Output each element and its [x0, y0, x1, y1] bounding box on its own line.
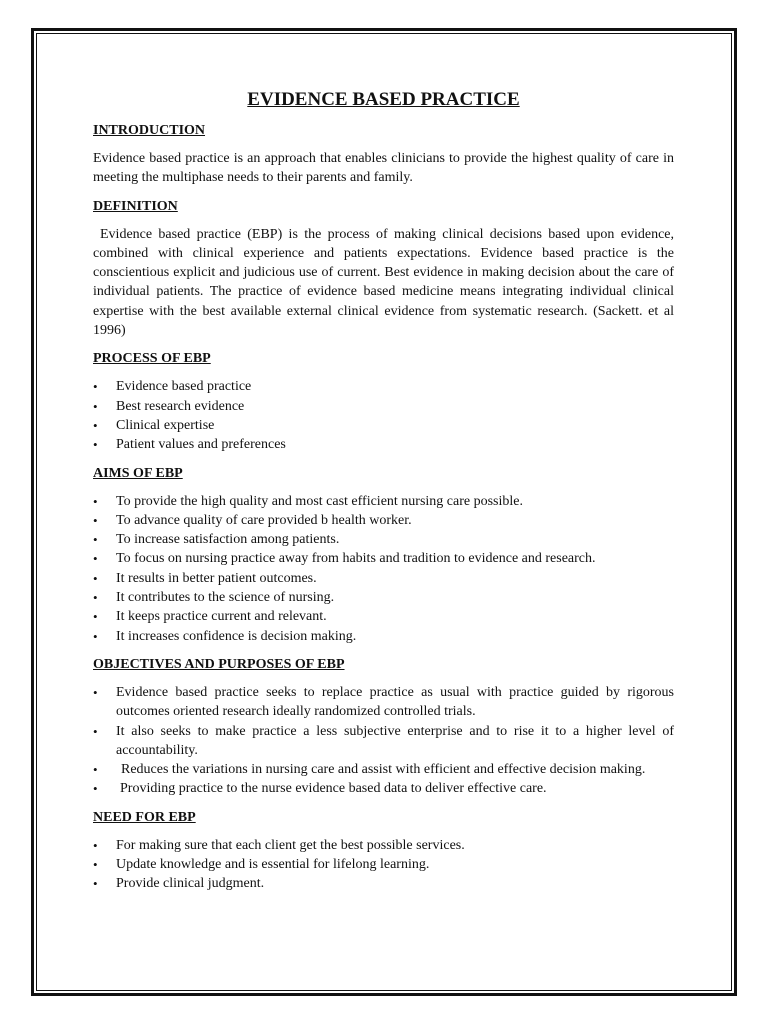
list-item: • To provide the high quality and most cast efficient nursing care possible. [93, 492, 674, 511]
list-item: • To focus on nursing practice away from habits and tradition to evidence and research. [93, 549, 674, 568]
bullet-icon: • [93, 781, 98, 797]
bullet-icon: • [93, 417, 98, 433]
heading-objectives: OBJECTIVES AND PURPOSES OF EBP [93, 656, 345, 672]
introduction-paragraph: Evidence based practice is an approach that enables clinicians to provide the highest quality of care in meeting the multiphase needs to their parents and family. [93, 151, 674, 186]
bullet-icon: • [93, 512, 98, 528]
definition-paragraph: Evidence based practice (EBP) is the process of making clinical decisions based upon evidence, combined with clinical experience and patients expectations. Evidence based practice is the conscientious explicit and judicious use of current. Best evidence in making decision about the care of individual patients. The practice of evidence based medicine means integrating individual clinical expertise with the best available external clinical evidence from systematic research. (Sackett. et al 1996) [93, 226, 674, 339]
list-item: • To increase satisfaction among patients. [93, 530, 674, 549]
list-item: • It results in better patient outcomes. [93, 569, 674, 588]
bullet-icon: • [93, 762, 98, 778]
heading-need: NEED FOR EBP [93, 809, 196, 825]
list-item: • For making sure that each client get the best possible services. [93, 836, 674, 855]
bullet-icon: • [93, 684, 98, 700]
aims-list [93, 492, 674, 646]
heading-definition: DEFINITION [93, 198, 178, 214]
bullet-icon: • [93, 437, 98, 453]
list-item: • It contributes to the science of nursing. [93, 588, 674, 607]
bullet-icon: • [93, 551, 98, 567]
document-title: EVIDENCE BASED PRACTICE [247, 89, 520, 110]
list-item: • Clinical expertise [93, 416, 674, 435]
objectives-list [93, 683, 674, 799]
bullet-icon: • [93, 590, 98, 606]
bullet-icon: • [93, 857, 98, 873]
bullet-icon: • [93, 493, 98, 509]
list-item: • Provide clinical judgment. [93, 874, 674, 893]
bullet-icon: • [93, 837, 98, 853]
bullet-icon: • [93, 628, 98, 644]
need-list [93, 836, 674, 894]
bullet-icon: • [93, 570, 98, 586]
list-item: • Providing practice to the nurse evidence based data to deliver effective care. [93, 779, 674, 798]
list-item: • Evidence based practice seeks to replace practice as usual with practice guided by rigorous outcomes oriented research ideally randomized controlled trials. [93, 684, 674, 720]
document-body [93, 88, 674, 903]
list-item: • It also seeks to make practice a less subjective enterprise and to rise it to a higher level of accountability. [93, 723, 674, 758]
list-item: • Patient values and preferences [93, 435, 674, 454]
list-item: • Best research evidence [93, 397, 674, 416]
list-item: • Update knowledge and is essential for lifelong learning. [93, 855, 674, 874]
list-item: • Reduces the variations in nursing care and assist with efficient and effective decision making. [93, 760, 674, 779]
list-item: • Evidence based practice [93, 377, 674, 396]
process-list [93, 377, 674, 454]
heading-process: PROCESS OF EBP [93, 351, 211, 367]
bullet-icon: • [93, 398, 98, 414]
list-item: • It increases confidence is decision making. [93, 627, 674, 646]
heading-introduction: INTRODUCTION [93, 123, 206, 138]
bullet-icon: • [93, 723, 98, 739]
bullet-icon: • [93, 532, 98, 548]
bullet-icon: • [93, 876, 98, 892]
list-item: • To advance quality of care provided b health worker. [93, 511, 674, 530]
list-item: • It keeps practice current and relevant. [93, 607, 674, 626]
heading-aims: AIMS OF EBP [93, 465, 183, 481]
bullet-icon: • [93, 609, 98, 625]
bullet-icon: • [93, 379, 98, 395]
